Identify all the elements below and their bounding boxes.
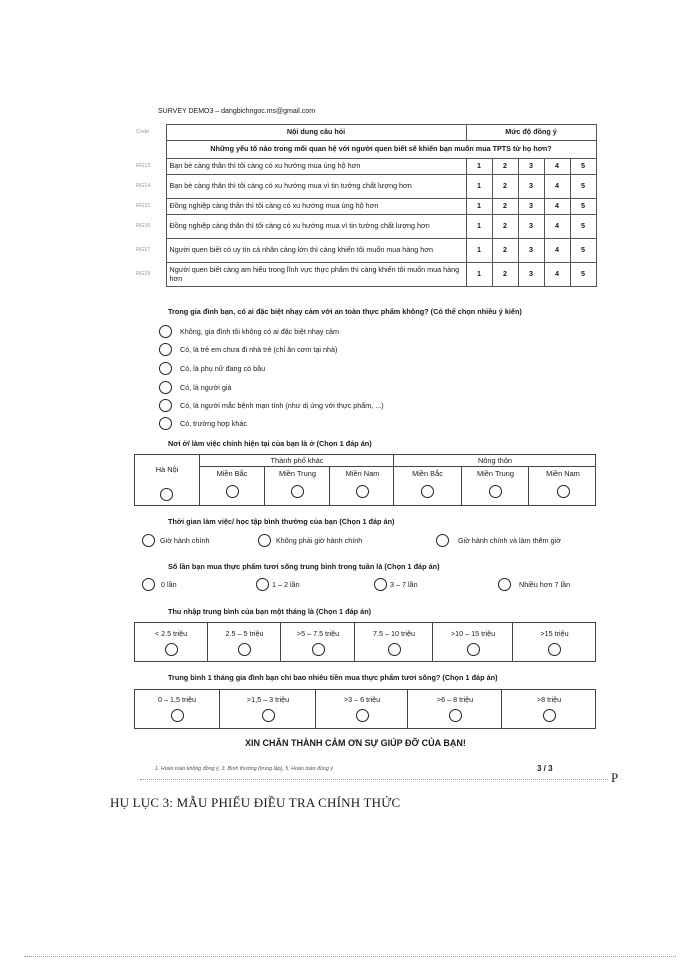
table-row: RG13 Bạn bè càng thân thì tôi càng có xu hướng mua ủng hộ hơn 1 2 3 4 5 [134,159,596,175]
radio-circle-icon[interactable] [356,485,369,498]
question-residence: Nơi ở/ làm việc chính hiện tại của bạn là ở (Chọn 1 đáp án) [168,439,372,448]
income-option[interactable]: < 2.5 triệu [135,623,207,661]
radio-circle-icon[interactable] [238,643,251,656]
code-header: Code [136,129,150,136]
radio-circle-icon[interactable] [159,381,172,394]
table-row: RG15 Đồng nghiệp càng thân thì tôi càng có xu hướng mua ủng hộ hơn 1 2 3 4 5 [134,199,596,215]
content-header: Nội dung câu hỏi [166,125,466,141]
radio-circle-icon[interactable] [449,709,462,722]
residence-option[interactable]: Miền Trung [264,467,330,505]
option-sensitive[interactable]: Không, gia đình tôi không có ai đặc biệt nhạy cảm [159,325,339,338]
option-frequency[interactable]: Nhiều hơn 7 lần [498,578,570,591]
spend-option[interactable]: >8 triệu [501,690,596,728]
option-sensitive[interactable]: Có, là trẻ em chưa đi nhà trẻ (chỉ ăn cơm tại nhà) [159,343,337,356]
spend-option[interactable]: >3 – 6 triệu [315,690,408,728]
income-grid [134,622,596,662]
residence-option[interactable]: Miền Nam [528,467,597,505]
radio-circle-icon[interactable] [159,417,172,430]
residence-option[interactable]: Miền Bắc [394,467,461,505]
spend-option[interactable]: >6 – 8 triệu [407,690,502,728]
radio-circle-icon[interactable] [557,485,570,498]
table-row: RG16 Đồng nghiệp càng thân thì tôi càng có xu hướng mua vì tin tưởng chất lượng hơn 1 2 3 4 5 [134,215,596,239]
radio-circle-icon[interactable] [388,643,401,656]
option-sensitive[interactable]: Có, là người già [159,381,231,394]
spend-option[interactable]: >1,5 – 3 triệu [219,690,316,728]
option-sensitive[interactable]: Có, là người mắc bệnh mạn tính (như dị ứng với thực phẩm, ...) [159,399,384,412]
residence-option[interactable]: Miền Trung [461,467,529,505]
page-number: 3 / 3 [537,764,553,773]
residence-option[interactable]: Miền Nam [329,467,395,505]
radio-circle-icon[interactable] [159,399,172,412]
radio-circle-icon[interactable] [165,643,178,656]
residence-group-rural: Nông thôn Miền Bắc Miền Trung Miền Nam [393,455,596,505]
option-worktime[interactable]: Không phải giờ hành chính [258,534,362,547]
spend-option[interactable]: 0 – 1,5 triệu [135,690,219,728]
option-worktime[interactable]: Giờ hành chính [142,534,209,547]
option-sensitive[interactable]: Có, là phụ nữ đang có bầu [159,362,265,375]
radio-circle-icon[interactable] [543,709,556,722]
option-frequency[interactable]: 3 – 7 lần [374,578,418,591]
likert-table [134,124,597,287]
radio-circle-icon[interactable] [312,643,325,656]
radio-circle-icon[interactable] [421,485,434,498]
option-frequency[interactable]: 1 – 2 lần [256,578,300,591]
radio-circle-icon[interactable] [291,485,304,498]
radio-circle-icon[interactable] [226,485,239,498]
scale-header: Mức độ đồng ý [466,125,596,141]
appendix-caption: HỤ LỤC 3: MẪU PHIẾU ĐIỀU TRA CHÍNH THỨC [110,795,401,810]
radio-circle-icon[interactable] [159,325,172,338]
residence-group-city: Thành phố khác Miền Bắc Miền Trung Miền Nam [199,455,394,505]
divider [140,779,608,780]
spend-grid [134,689,596,729]
radio-circle-icon[interactable] [258,534,271,547]
thanks-message: XIN CHÂN THÀNH CẢM ƠN SỰ GIÚP ĐỠ CỦA BẠN! [245,738,466,748]
question-income: Thu nhập trung bình của bạn một tháng là (Chọn 1 đáp án) [168,607,372,616]
radio-circle-icon[interactable] [436,534,449,547]
radio-circle-icon[interactable] [356,709,369,722]
radio-circle-icon[interactable] [262,709,275,722]
p-mark: P [611,770,619,785]
radio-circle-icon[interactable] [498,578,511,591]
income-option[interactable]: 7.5 – 10 triệu [354,623,433,661]
residence-option[interactable]: Miền Bắc [200,467,264,505]
radio-circle-icon[interactable] [159,343,172,356]
radio-circle-icon[interactable] [142,534,155,547]
option-frequency[interactable]: 0 lần [142,578,177,591]
radio-circle-icon[interactable] [548,643,561,656]
radio-circle-icon[interactable] [374,578,387,591]
option-worktime[interactable]: Giờ hành chính và làm thêm giờ [436,534,561,547]
radio-circle-icon[interactable] [467,643,480,656]
option-sensitive[interactable]: Có, trường hợp khác [159,417,247,430]
residence-hanoi[interactable]: Hà Nội [135,455,199,505]
residence-grid [134,454,596,506]
question-sensitive: Trong gia đình bạn, có ai đặc biệt nhạy cảm với an toàn thực phẩm không? (Có thể chọn nhiều ý kiến) [168,307,522,316]
radio-circle-icon[interactable] [142,578,155,591]
radio-circle-icon[interactable] [171,709,184,722]
income-option[interactable]: 2.5 – 5 triệu [207,623,281,661]
income-option[interactable]: >15 triệu [512,623,596,661]
radio-circle-icon[interactable] [489,485,502,498]
likert-section-title: Những yếu tố nào trong mối quan hệ với người quen biết sẽ khiến bạn muốn mua TPTS từ họ hơn? [166,141,596,159]
question-spend: Trung bình 1 tháng gia đình bạn chi bao nhiêu tiền mua thực phẩm tươi sống? (Chọn 1 đáp án) [168,673,498,682]
question-frequency: Số lần bạn mua thực phẩm tươi sống trung bình trong tuần là (Chọn 1 đáp án) [168,562,440,571]
question-worktime: Thời gian làm việc/ học tập bình thường của bạn (Chọn 1 đáp án) [168,517,395,526]
survey-header: SURVEY DEMO3 – dangbichngoc.ms@gmail.com [158,108,316,115]
table-row: RG18 Người quen biết càng am hiểu trong lĩnh vực thực phẩm thì càng khiến tôi muốn mua hàng hơn 1 2 3 4 5 [134,263,596,287]
income-option[interactable]: >10 – 15 triệu [432,623,513,661]
income-option[interactable]: >5 – 7.5 triệu [280,623,355,661]
table-row: RG17 Người quen biết có uy tín cá nhân càng lớn thì càng khiến tôi muốn mua hàng hơn 1 2 3 4 5 [134,239,596,263]
page-bottom-divider [24,956,676,957]
radio-circle-icon[interactable] [160,488,173,501]
radio-circle-icon[interactable] [256,578,269,591]
radio-circle-icon[interactable] [159,362,172,375]
table-row: RG14 Bạn bè càng thân thì tôi càng có xu hướng mua vì tin tưởng chất lượng hơn 1 2 3 4 5 [134,175,596,199]
footnote: 1. Hoàn toàn không đồng ý, 3. Bình thường (trung lập), 5. Hoàn toàn đồng ý [155,766,333,772]
